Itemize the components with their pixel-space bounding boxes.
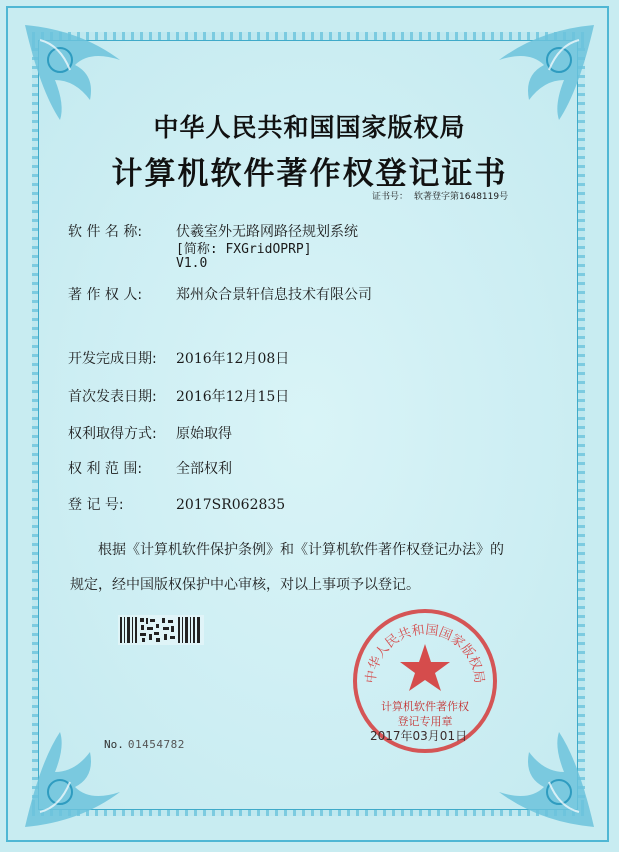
acquire-label: 权利取得方式: [68,426,157,442]
acquire-method: 原始取得 [176,426,232,442]
qr-barcode-icon [118,615,204,645]
owner-row [68,284,372,304]
serial-label: No. [104,738,124,751]
serial-number [104,738,185,751]
owner-name: 郑州众合景轩信息技术有限公司 [176,287,372,303]
software-abbrev: [简称: FXGridOPRP] [176,242,312,257]
serial-value: 01454782 [127,738,185,751]
certificate-number [372,189,508,202]
seal-line-2: 登记专用章 [397,715,453,728]
certificate-title: 计算机软件著作权登记证书 [111,156,508,192]
owner-label: 著 作 权 人: [68,287,143,303]
software-name-label: 软 件 名 称: [68,224,143,240]
rights-scope: 全部权利 [176,461,232,477]
pub-date: 2016年12月15日 [176,389,290,405]
dev-date-row [68,348,289,368]
software-name: 伏羲室外无路网路径规划系统 [176,224,358,240]
reg-no-row [68,494,285,514]
seal-line-1: 计算机软件著作权 [381,700,469,713]
acquire-row [68,423,232,443]
seal-date: 2017年03月01日 [370,729,468,743]
cert-no-value: 软著登字第1648119号 [414,192,509,202]
reg-no-label: 登 记 号: [68,497,124,513]
pub-date-row [68,386,289,406]
scope-label: 权 利 范 围: [68,461,143,477]
cert-no-label: 证书号： [372,192,409,202]
statement-line-1: 根据《计算机软件保护条例》和《计算机软件著作权登记办法》的 [98,542,504,558]
pub-date-label: 首次发表日期: [68,389,157,405]
dev-date: 2016年12月08日 [176,351,290,367]
registration-number: 2017SR062835 [176,497,286,513]
scope-row [68,458,232,478]
dev-date-label: 开发完成日期: [68,351,157,367]
statement-line-2: 规定，经中国版权保护中心审核，对以上事项予以登记。 [70,577,420,593]
software-version: V1.0 [176,256,208,271]
issuing-authority: 中华人民共和国国家版权局 [153,113,466,142]
corner-ornament-icon [489,722,599,832]
seal-ring-text: 中华人民共和国国家版权局 [363,622,487,685]
